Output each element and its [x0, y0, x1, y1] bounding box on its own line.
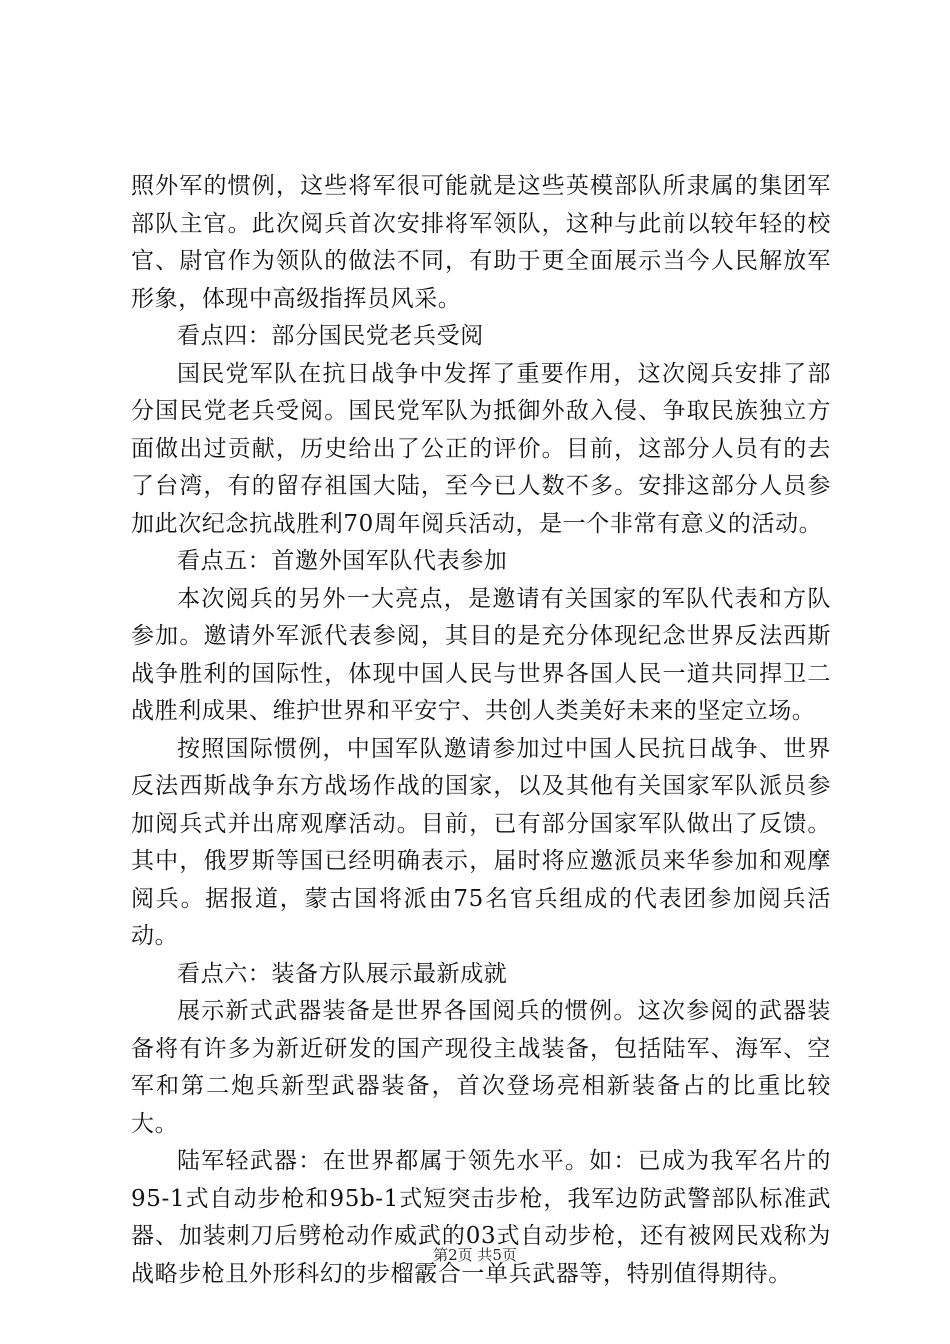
section-heading-point-six: 看点六：装备方队展示最新成就	[177, 960, 508, 987]
paragraph-new-weapons: 展示新式武器装备是世界各国阅兵的惯例。这次参阅的武器装备将有许多为新近研发的国产现役主战装备，包括陆军、海军、空军和第二炮兵新型武器装备，首次登场亮相新装备占的比重比较大。	[131, 998, 831, 1137]
paragraph-kmt-veterans: 国民党军队在抗日战争中发挥了重要作用，这次阅兵安排了部分国民党老兵受阅。国民党军队为抵御外敌入侵、争取民族独立方面做出过贡献，历史给出了公正的评价。目前，这部分人员有的去了台湾，有的留存祖国大陆，至今已人数不多。安排这部分人员参加此次纪念抗战胜利70周年阅兵活动，是一个非常有意义的活动。	[131, 360, 831, 537]
paragraph-foreign-troops: 本次阅兵的另外一大亮点，是邀请有关国家的军队代表和方队参加。邀请外军派代表参阅，其目的是充分体现纪念世界反法西斯战争胜利的国际性，体现中国人民与世界各国人民一道共同捍卫二战胜利成果、维护世界和平安宁、共创人类美好未来的坚定立场。	[131, 585, 831, 724]
page-number-footer: 第2页 共5页	[433, 1246, 517, 1264]
section-heading-point-four: 看点四：部分国民党老兵受阅	[177, 323, 484, 349]
paragraph-international-practice: 按照国际惯例，中国军队邀请参加过中国人民抗日战争、世界反法西斯战争东方战场作战的国家，以及其他有关国家军队派员参加阅兵式并出席观摩活动。目前，已有部分国家军队做出了反馈。其中，俄罗斯等国已经明确表示，届时将应邀派员来华参加和观摩阅兵。据报道，蒙古国将派由75名官兵组成的代表团参加阅兵活动。	[131, 735, 831, 949]
section-heading-point-five: 看点五：首邀外国军队代表参加	[177, 548, 508, 574]
document-body	[131, 168, 831, 1293]
paragraph-intro-continuation: 照外军的惯例，这些将军很可能就是这些英模部队所隶属的集团军部队主官。此次阅兵首次安排将军领队，这种与此前以较年轻的校官、尉官作为领队的做法不同，有助于更全面展示当今人民解放军形象，体现中高级指挥员风采。	[131, 173, 831, 312]
paragraph-army-light-weapons: 陆军轻武器：在世界都属于领先水平。如：已成为我军名片的95-1式自动步枪和95b-1式短突击步枪，我军边防武警部队标准武器、加装刺刀后劈枪动作威武的03式自动步枪，还有被网民戏称为战略步枪且外形科幻的步榴霰合一单兵武器等，特别值得期待。	[131, 1148, 831, 1287]
